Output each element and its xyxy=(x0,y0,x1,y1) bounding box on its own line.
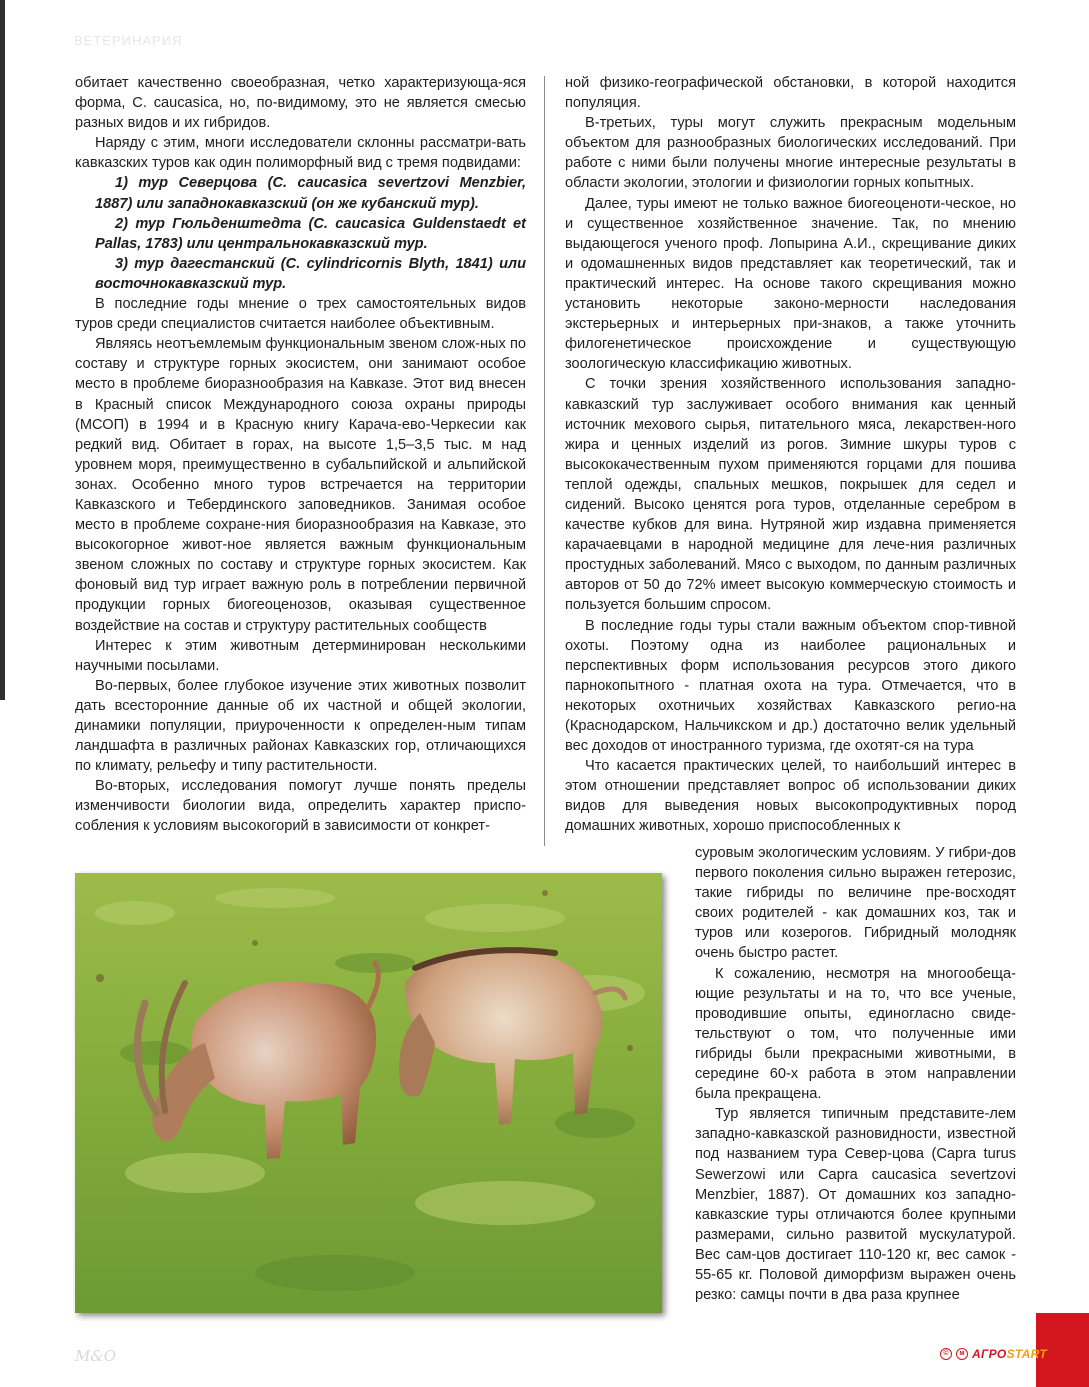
article-wrap-column xyxy=(695,843,1016,1305)
paragraph: Тур является типичным представите-лем западно-кавказской разновидности, известной под названием тура Север-цова (Capra turus Sewerzowi или Capra caucasica severtzovi Menzbier, 1887). От домашних коз западно-кавказские туры отличаются более крупными размерами, сильно развитой мускулатурой. Вес сам-цов достигает 110-120 кг, вес самок - 55-65 кг. Половой диморфизм выражен очень резко: самцы почти в два раза крупнее xyxy=(695,1106,1016,1304)
subspecies-item: 1) тур Северцова (C. caucasica severtzovi Menzbier, 1887) или западнокавказский (он же кубанский тур). xyxy=(95,175,526,212)
paragraph: Во-первых, более глубокое изучение этих животных позволит дать всесторонние данные об их частной и общей экологии, динамики популяции, приуроченности к определен-ным типам ландшафта в различных районах Кавказских гор, отличающихся по климату, рельефу и типу растительности. xyxy=(75,677,526,775)
article-left-column xyxy=(75,73,526,837)
subspecies-item: 2) тур Гюльденштедта (C. caucasica Guldenstaedt et Pallas, 1783) или центральнокавказский тур. xyxy=(95,215,526,252)
paragraph: обитает качественно своеобразная, четко характеризующа-яся форма, C. caucasica, но, по-видимому, это не является смесью разных видов и их гибридов. xyxy=(75,75,526,132)
footer-logo-left: М&О xyxy=(75,1347,117,1365)
paragraph: суровым экологическим условиям. У гибри-дов первого поколения сильно выражен гетерозис, такие гибриды по величине пре-восходят своих родителей - как домашних коз, так и туров или козерогов. Гибридный молодняк очень быстро растет. xyxy=(695,845,1016,962)
paragraph: К сожалению, несмотря на многообеща-ющие результаты и на то, что все ученые, проводившие опыты, единогласно свиде-тельствуют о том, что полученные ими гибриды были прекрасными животными, в середине 60-х работа в этом направлении была прекращена. xyxy=(695,965,1016,1103)
brand-suffix: START xyxy=(1006,1347,1047,1361)
paragraph: Далее, туры имеют не только важное биогеоценоти-ческое, но и существенное хозяйственное значение. Так, по мнению выдающегося ученого проф. Лопырина А.И., скрещивание диких и одомашненных видов представляет как теоретический, так и практический интерес. На основе такого скрещивания можно установить некоторые законо-мерности наследования экстерьерных и интерьерных при-знаков, а также уточнить филогенетическое происхождение и существующую зоологическую классификацию животных. xyxy=(565,195,1016,373)
paragraph: С точки зрения хозяйственного использования западно-кавказский тур заслуживает особого внимания как ценный источник мехового сырья, питательного мяса, лекарствен-ного жира и ценных изделий из рогов. Зимние шкуры туров с высококачественным пухом применяются горцами для пошива теплой одежды, спальных мешков, покрышек для седел и сидений. Высоко ценятся рога туров, отделанные серебром в качестве кубков для вина. Нутряной жир издавна применяется карачаевцами в народной медицине для лече-ния различных простудных заболеваний. Мясо с выходом, по данным различных авторов от 50 до 72% имеет высокую коммерческую стоимость и пользуется большим спросом. xyxy=(565,376,1016,614)
paragraph: Интерес к этим животным детерминирован несколькими научными посылами. xyxy=(75,637,526,674)
section-header: ВЕТЕРИНАРИЯ xyxy=(74,33,183,48)
brand-prefix: АГРО xyxy=(972,1347,1007,1361)
paragraph: ной физико-географической обстановки, в которой находится популяция. xyxy=(565,75,1016,112)
paragraph: Что касается практических целей, то наибольший интерес в этом отношении представляет вопрос об использовании диких видов для выведения новых высокопродуктивных пород домашних животных, хорошо приспособленных к xyxy=(565,758,1016,835)
page-edge-rule xyxy=(0,0,5,700)
column-divider xyxy=(544,76,545,846)
footer-logo-right xyxy=(940,1347,1047,1361)
paragraph: В-третьих, туры могут служить прекрасным модельным объектом для разнообразных биологических исследований. При работе с ними были получены многие интересные результаты в области экологии, этологии и физиологии горных копытных. xyxy=(565,115,1016,192)
paragraph: Наряду с этим, многи исследователи склонны рассматри-вать кавказских туров как один полиморфный вид с тремя подвидами: xyxy=(75,135,526,172)
copyright-icon: © xyxy=(940,1348,952,1360)
paragraph: Являясь неотъемлемым функциональным звеном слож-ных по составу и структуре горных экосистем, они занимают особое место в проблеме биоразнообразия на Кавказе. Этот вид внесен в Красный список Международного союза охраны природы (МСОП) в 1994 и в Красную книгу Карача-ево-Черкесии как редкий вид. Обитает в горах, на высоте 1,5–3,5 тыс. м над уровнем моря, преимущественно в субальпийской и альпийской зонах. Особенно много туров встречается на территории Кавказского и Тебердинского заповедников. Занимая особое место в проблеме сохране-ния биоразнообразия на Кавказе, это высокогорное живот-ное является важным функциональным звеном сложных по составу и структуре горных экосистем. Как фоновый вид тур играет важную роль в потреблении первичной продукции горных биогеоценозов, оказывая существенное воздействие на состав и структуру растительных сообществ xyxy=(75,336,526,634)
paragraph: В последние годы мнение о трех самостоятельных видов туров среди специалистов считается наиболее объективным. xyxy=(75,296,526,333)
paragraph: Во-вторых, исследования помогут лучше понять пределы изменчивости биологии вида, определить характер приспо-собления к условиям высокогорий в зависимости от конкрет- xyxy=(75,778,526,835)
paragraph: В последние годы туры стали важным объектом спор-тивной охоты. Поэтому одна из наиболее рациональных и перспективных форм использования ресурсов этого дикого парнокопытного - платная охота на тура. Отмечается, что в некоторых охотничьих хозяйствах Кавказского регио-на (Краснодарском, Нальчикском и др.) достаточно велик удельный вес доходов от иностранного туризма, где охотят-ся на тура xyxy=(565,617,1016,755)
article-right-column xyxy=(565,73,1016,837)
goats-grazing-photo xyxy=(75,873,662,1313)
publisher-icon: м xyxy=(956,1348,968,1360)
brand-name xyxy=(972,1347,1047,1361)
subspecies-item: 3) тур дагестанский (C. cylindricornis Blyth, 1841) или восточнокавказский тур. xyxy=(95,255,526,292)
